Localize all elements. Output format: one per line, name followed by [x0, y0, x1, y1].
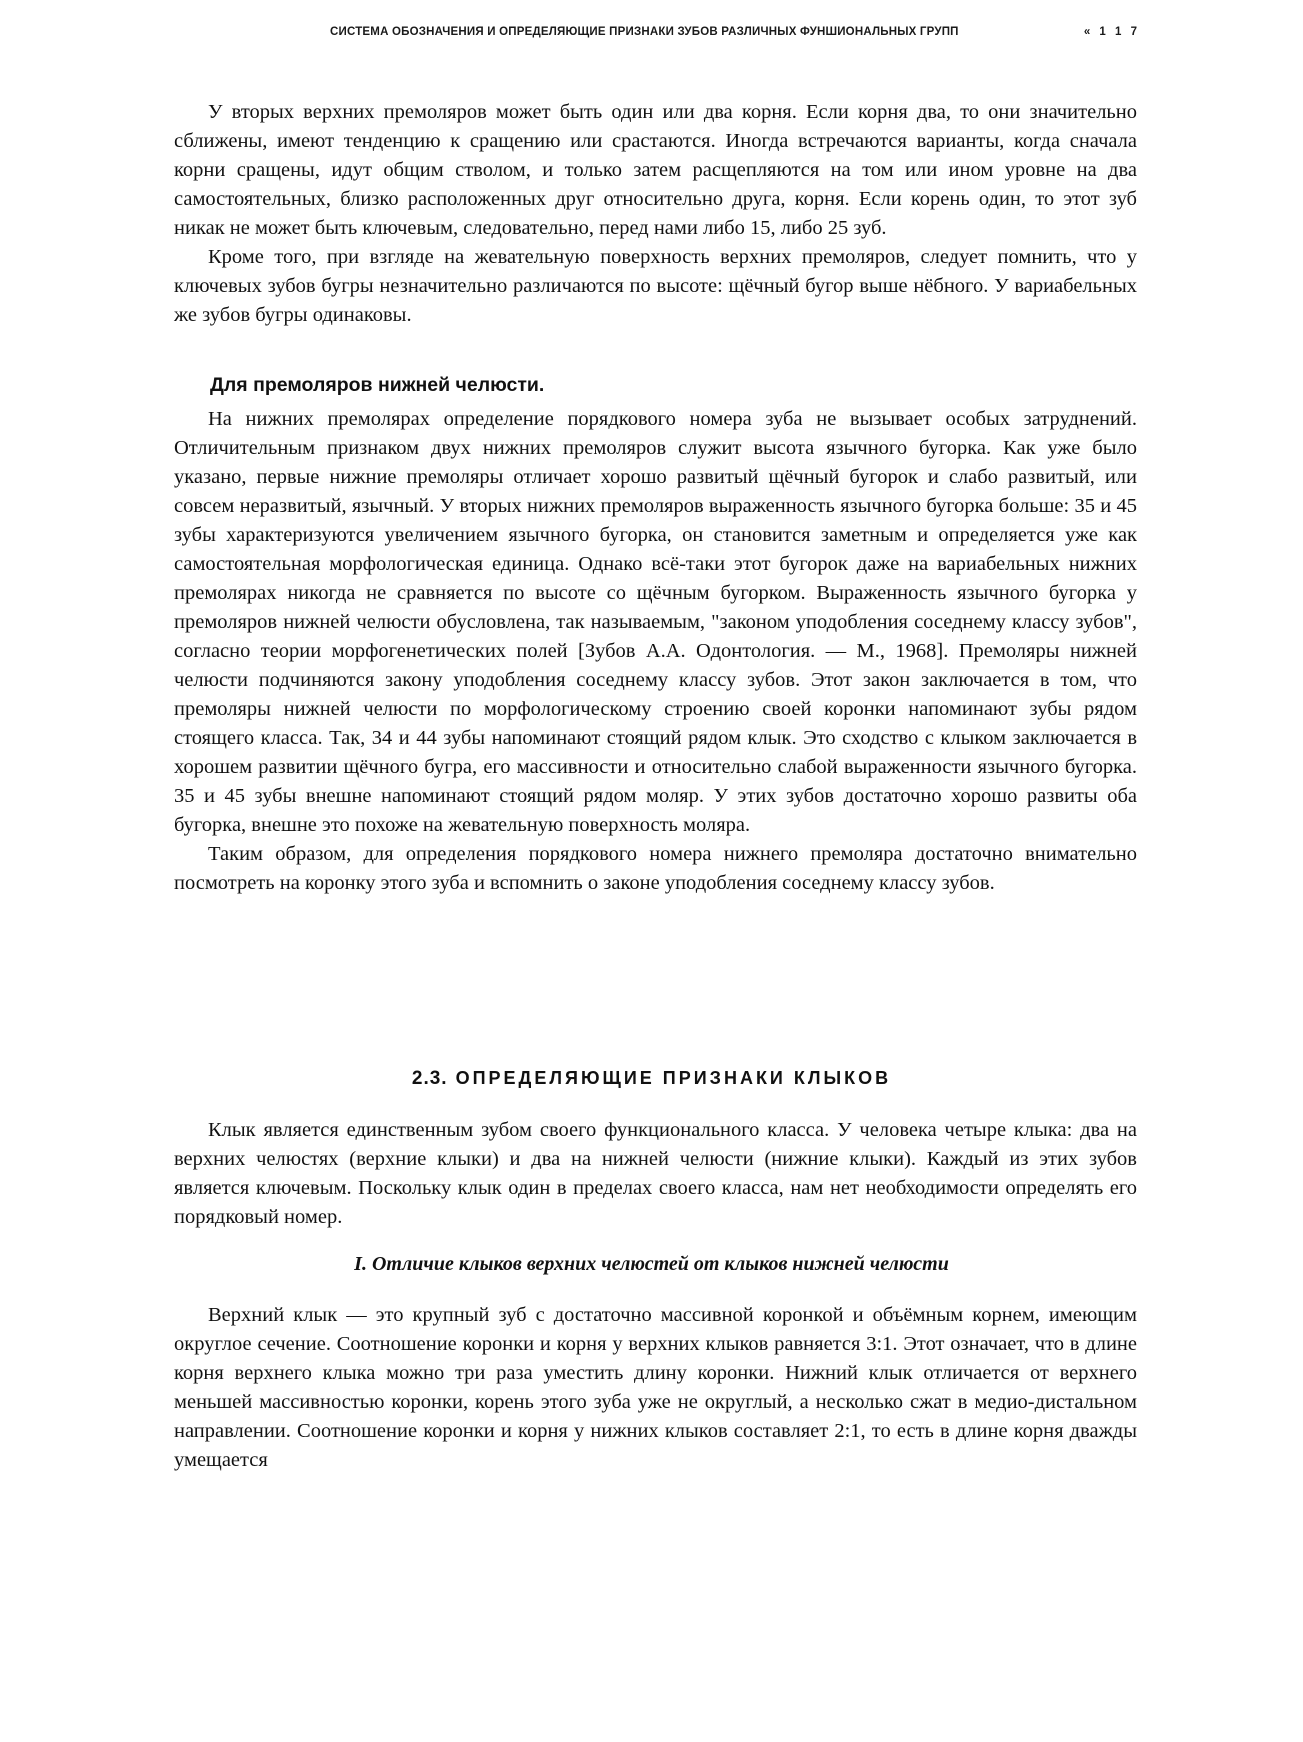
paragraph: На нижних премолярах определение порядкового номера зуба не вызывает особых затруднений. Отличительным признаком двух нижних премоляров служит высота язычного бугорка. Как уже было указано, первые нижние премоляры отличает хорошо развитый щёчный бугорок и слабо развитый, или совсем неразвитый, язычный. У вторых нижних премоляров выраженность язычного бугорка больше: 35 и 45 зубы характеризуются увеличением язычного бугорка, он становится заметным и определяется уже как самостоятельная морфологическая единица. Однако всё-таки этот бугорок даже на вариабельных нижних премолярах никогда не сравняется по высоте со щёчным бугорком. Выраженность язычного бугорка у премоляров нижней челюсти обусловлена, так называемым, "законом уподобления соседнему классу зубов", согласно теории морфогенетических полей [Зубов А.А. Одонтология. — М., 1968]. Премоляры нижней челюсти подчиняются закону уподобления соседнему классу зубов. Этот закон заключается в том, что премоляры нижней челюсти по морфологическому строению своей коронки напоминают зубы рядом стоящего класса. Так, 34 и 44 зубы напоминают стоящий рядом клык. Это сходство с клыком заключается в хорошем развитии щёчного бугра, его массивности и относительно слабой выраженности язычного бугорка. 35 и 45 зубы внешне напоминают стоящий рядом моляр. У этих зубов достаточно хорошо развиты оба бугорка, внешне это похоже на жевательную поверхность моляра.	[174, 408, 1137, 836]
paragraph: Кроме того, при взгляде на жевательную поверхность верхних премоляров, следует помнить, что у ключевых зубов бугры незначительно различаются по высоте: щёчный бугор выше нёбного. У вариабельных же зубов бугры одинаковы.	[174, 246, 1137, 326]
subsection-title: I. Отличие клыков верхних челюстей от клыков нижней челюсти	[354, 1253, 949, 1275]
paragraph: Клык является единственным зубом своего функционального класса. У человека четыре клыка: два на верхних челюстях (верхние клыки) и два на нижней челюсти (нижние клыки). Каждый из этих зубов является ключевым. Поскольку клык один в пределах своего класса, нам нет необходимости определять его порядковый номер.	[174, 1119, 1137, 1228]
paragraph: У вторых верхних премоляров может быть один или два корня. Если корня два, то они значительно сближены, имеют тенденцию к сращению или срастаются. Иногда встречаются варианты, когда сначала корни сращены, идут общим стволом, и только затем расщепляются на том или ином уровне на два самостоятельных, близко расположенных друг относительно друга, корня. Если корень один, то этот зуб никак не может быть ключевым, следовательно, перед нами либо 15, либо 25 зуб.	[174, 101, 1137, 239]
page-number: « 1 1 7	[1083, 26, 1140, 38]
section-title: ОПРЕДЕЛЯЮЩИЕ ПРИЗНАКИ КЛЫКОВ	[455, 1068, 892, 1088]
running-header	[330, 26, 1140, 38]
running-title: СИСТЕМА ОБОЗНАЧЕНИЯ И ОПРЕДЕЛЯЮЩИЕ ПРИЗНАКИ ЗУБОВ РАЗЛИЧНЫХ ФУНШИОНАЛЬНЫХ ГРУПП	[330, 26, 959, 38]
text-block-canines-comparison	[174, 1301, 1137, 1475]
text-block-lower-premolars	[174, 405, 1137, 898]
text-block-canines-intro	[174, 1116, 1137, 1232]
section-heading	[0, 1068, 1303, 1090]
paragraph: Верхний клык — это крупный зуб с достаточно массивной коронкой и объёмным корнем, имеющим округлое сечение. Соотношение коронки и корня у верхних клыков равняется 3:1. Этот означает, что в длине корня верхнего клыка можно три раза уместить длину коронки. Нижний клык отличается от верхнего меньшей массивностью коронки, корень этого зуба уже не округлый, а несколько сжат в медио-дистальном направлении. Соотношение коронки и корня у нижних клыков составляет 2:1, то есть в длине корня дважды умещается	[174, 1304, 1137, 1471]
paragraph: Таким образом, для определения порядкового номера нижнего премоляра достаточно внимательно посмотреть на коронку этого зуба и вспомнить о законе уподобления соседнему классу зубов.	[174, 843, 1137, 894]
section-number: 2.3.	[411, 1068, 448, 1089]
lower-premolars-heading: Для премоляров нижней челюсти.	[210, 374, 545, 396]
text-block-upper-premolars	[174, 98, 1137, 330]
